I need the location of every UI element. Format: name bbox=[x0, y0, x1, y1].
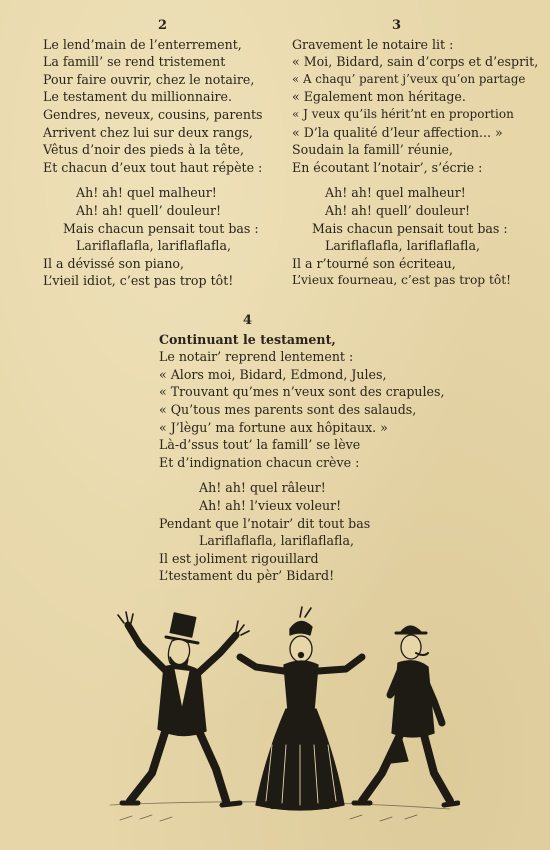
verse-line: Le notair’ reprend lentement : bbox=[159, 349, 354, 365]
verse-line: Là-d’ssus tout’ la famill’ se lève bbox=[159, 437, 361, 453]
refrain-line: Ah! ah! quel râleur! bbox=[199, 480, 326, 496]
ending-line: Il a dévissé son piano, bbox=[43, 255, 185, 271]
verse-line: « D’la qualité d’leur affection... » bbox=[292, 124, 503, 140]
refrain-line: Ah! ah! quell’ douleur! bbox=[76, 202, 222, 218]
verse-line: « Moi, Bidard, sain d’corps et d’esprit, bbox=[292, 54, 539, 70]
verse-line: « Egalement mon héritage. bbox=[292, 89, 466, 105]
verse-line: « Qu’tous mes parents sont des salauds, bbox=[159, 401, 417, 417]
verse-line: Le lend’main de l’enterrement, bbox=[43, 36, 242, 52]
refrain-line: Lariflaflafla, lariflaflafla, bbox=[199, 533, 354, 549]
dancing-figures-illustration bbox=[100, 605, 460, 845]
woman-figure bbox=[240, 607, 362, 810]
refrain-line: Ah! ah! quel malheur! bbox=[325, 185, 466, 201]
verse-line: Vêtus d’noir des pieds à la tête, bbox=[43, 142, 244, 158]
page-number-2: 2 bbox=[158, 18, 168, 33]
ending-line: Il a r’tourné son écriteau, bbox=[292, 255, 456, 271]
verse-page-3 bbox=[292, 17, 539, 290]
verse-line: Pour faire ouvrir, chez le notaire, bbox=[43, 71, 255, 87]
man-top-hat-figure bbox=[118, 612, 249, 805]
ending-line: Il est joliment rigouillard bbox=[159, 550, 319, 566]
verse-line: « Trouvant qu’mes n’veux sont des crapules, bbox=[159, 384, 445, 400]
refrain-line: Ah! ah! l’vieux voleur! bbox=[199, 497, 342, 513]
verse-line: Le testament du millionnaire. bbox=[43, 89, 232, 105]
verse-line: La famill’ se rend tristement bbox=[43, 54, 226, 70]
verse-line: « J veux qu’ils hérit’nt en proportion bbox=[292, 106, 514, 121]
verse-line: En écoutant l’notair’, s’écrie : bbox=[292, 159, 483, 175]
ending-line: L’vieil idiot, c’est pas trop tôt! bbox=[43, 273, 234, 289]
verse-line: Et d’indignation chacun crève : bbox=[159, 454, 360, 470]
verse-line: Soudain la famill’ réunie, bbox=[292, 142, 453, 158]
page-number-4: 4 bbox=[243, 313, 253, 328]
verse-line: Gendres, neveux, cousins, parents bbox=[43, 106, 263, 122]
refrain-line: Mais chacun pensait tout bas : bbox=[63, 220, 259, 236]
refrain-line: Pendant que l’notair’ dit tout bas bbox=[159, 515, 371, 531]
verse-page-4 bbox=[159, 312, 479, 585]
refrain-line: Mais chacun pensait tout bas : bbox=[312, 220, 508, 236]
verse-line: Continuant le testament, bbox=[159, 331, 336, 347]
verse-line: « J’lègu’ ma fortune aux hôpitaux. » bbox=[159, 419, 388, 435]
refrain-line: Lariflaflafla, lariflaflafla, bbox=[76, 238, 231, 254]
refrain-line: Lariflaflafla, lariflaflafla, bbox=[325, 238, 480, 254]
verse-line: « A chaqu’ parent j’veux qu’on partage bbox=[292, 71, 526, 86]
verse-page-2 bbox=[43, 17, 273, 290]
verse-line: Gravement le notaire lit : bbox=[292, 36, 454, 52]
verse-line: Et chacun d’eux tout haut répète : bbox=[43, 159, 263, 175]
verse-line: Arrivent chez lui sur deux rangs, bbox=[43, 124, 253, 140]
ending-line: L’vieux fourneau, c’est pas trop tôt! bbox=[292, 273, 511, 288]
page-number-3: 3 bbox=[392, 18, 402, 33]
refrain-line: Ah! ah! quell’ douleur! bbox=[325, 202, 471, 218]
refrain-line: Ah! ah! quel malheur! bbox=[76, 185, 217, 201]
ending-line: L’testament du pèr’ Bidard! bbox=[159, 568, 335, 584]
man-bowler-hat-figure bbox=[354, 626, 458, 805]
verse-line: « Alors moi, Bidard, Edmond, Jules, bbox=[159, 366, 387, 382]
